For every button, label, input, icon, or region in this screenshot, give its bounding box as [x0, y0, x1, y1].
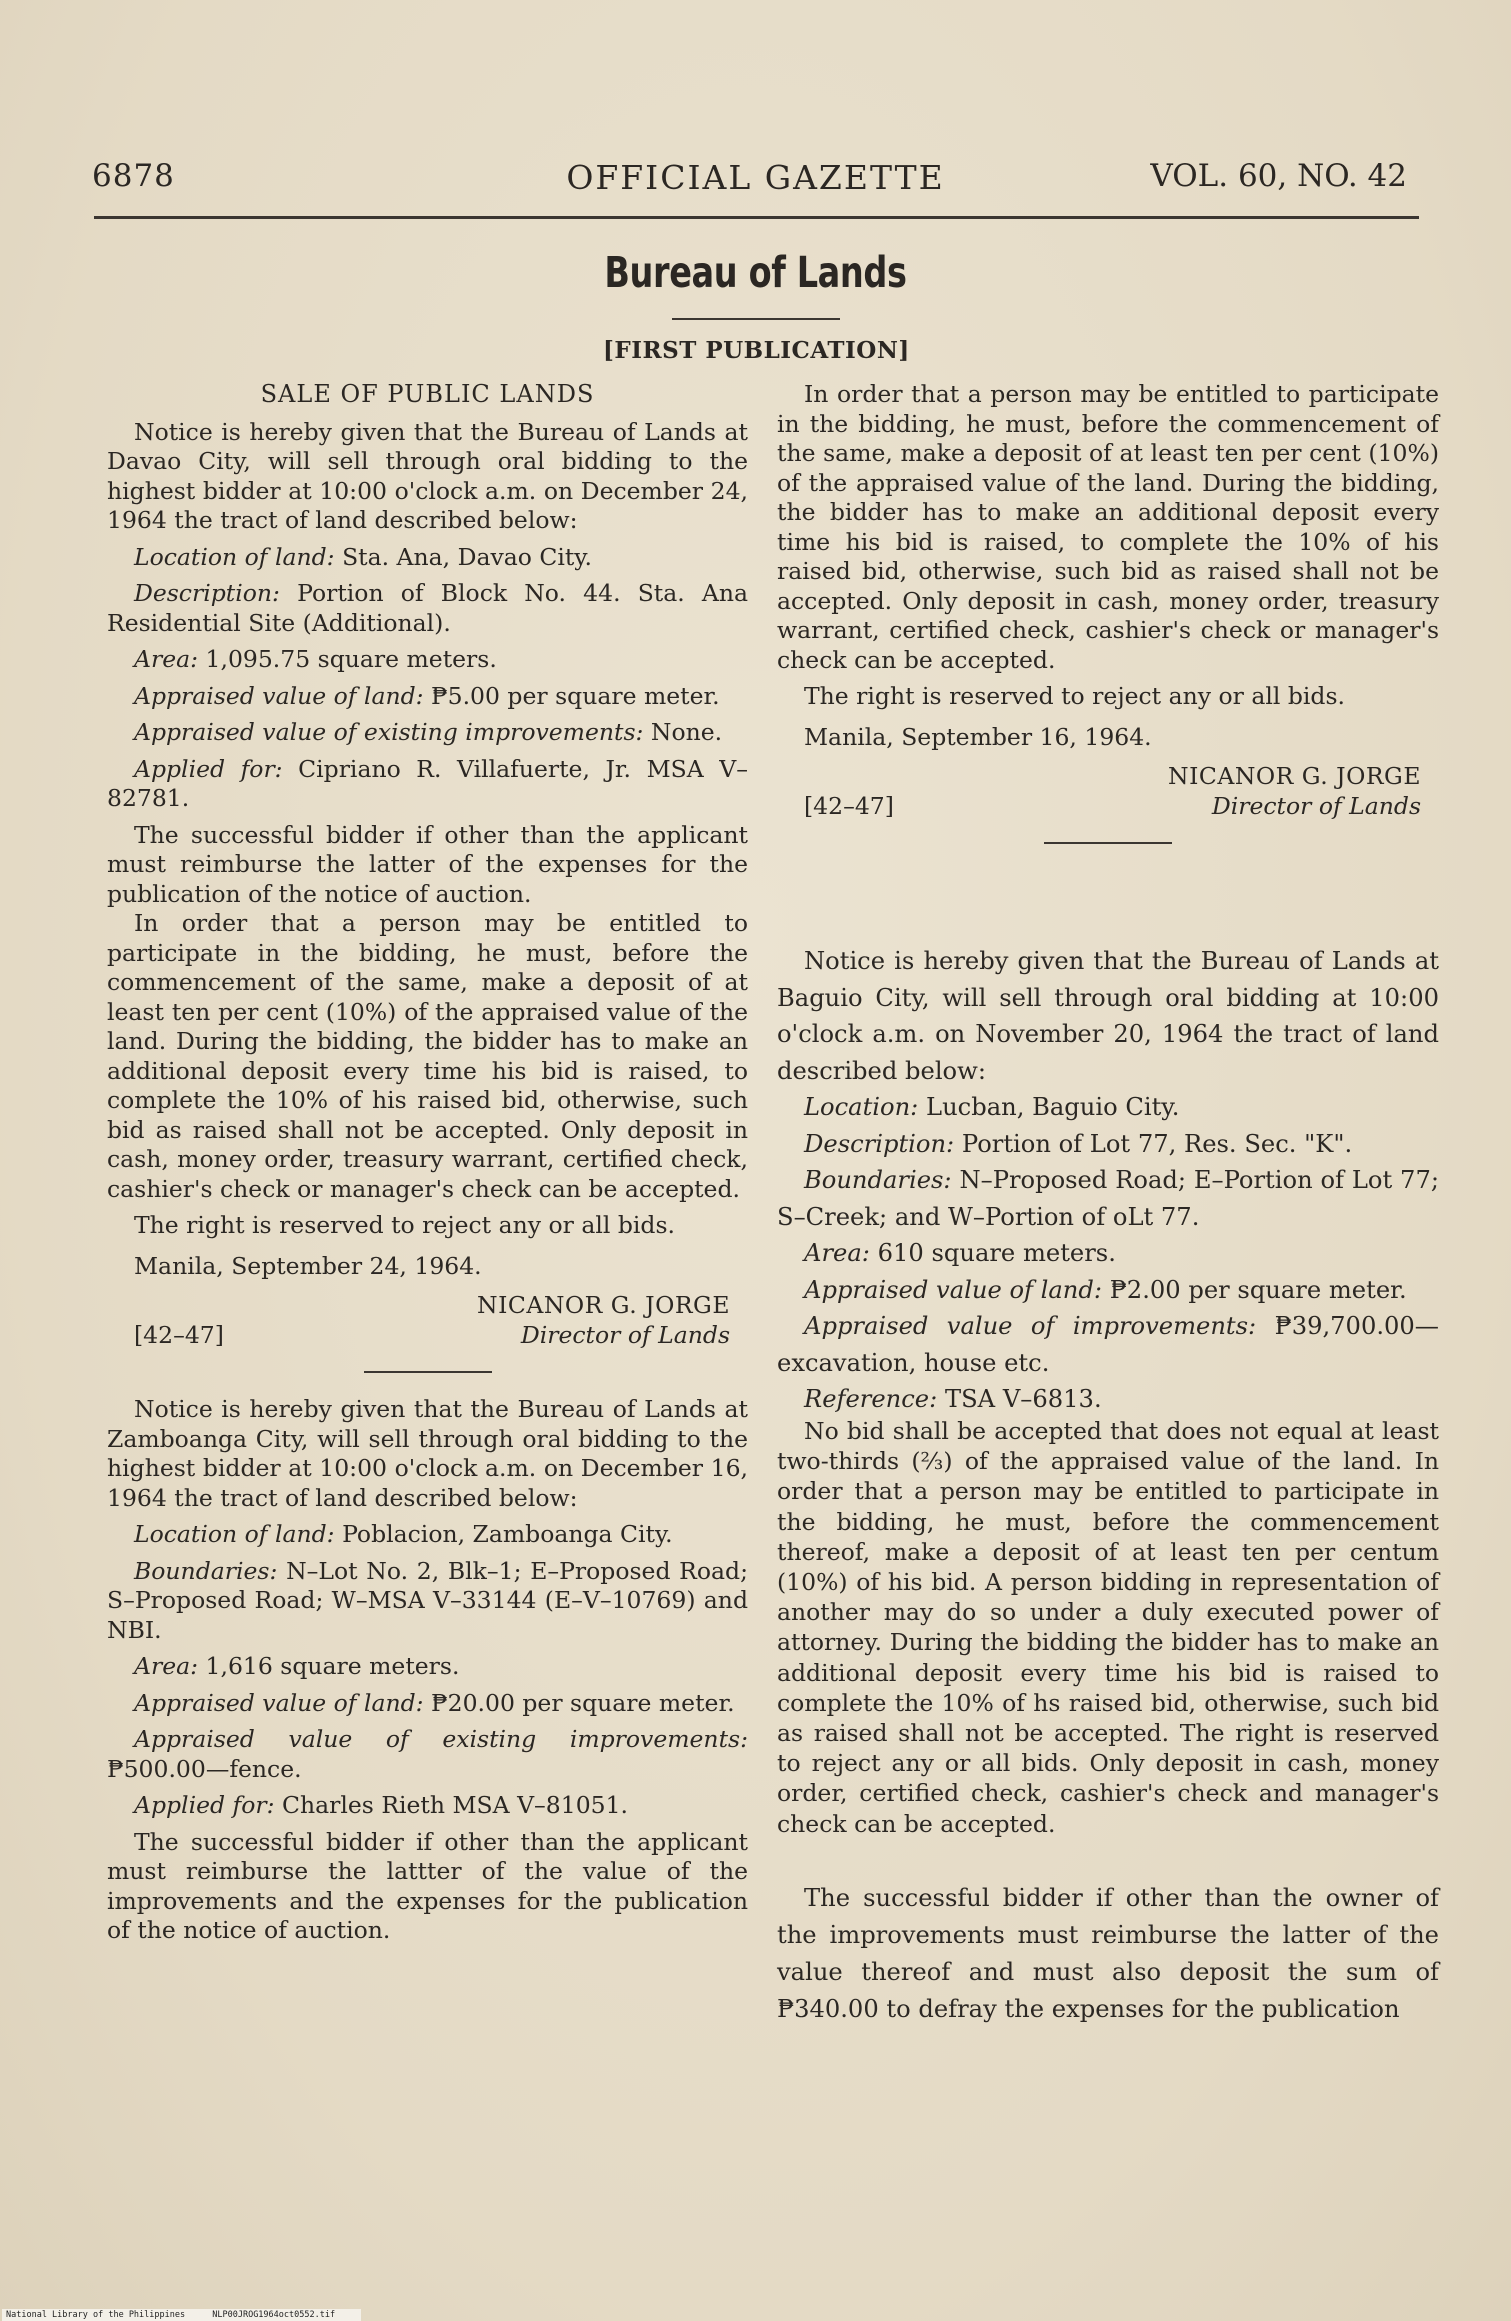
- notice3-location: Location: Lucban, Baguio City.: [804, 1093, 1180, 1121]
- notice2-signatory-role: Director of Lands: [1211, 792, 1421, 820]
- notice2-intro: Notice is hereby given that the Bureau of Lands at Zamboanga City, will sell through oral bidding to the highest bidder at 10:00 o'clock a.m. on December 16, 1964 the tract of land described below:: [107, 1395, 748, 1512]
- notice2-signatory: NICANOR G. JORGE: [1168, 762, 1421, 790]
- notice3-description: Description: Portion of Lot 77, Res. Sec. "K".: [804, 1129, 1353, 1158]
- publication-title: OFFICIAL GAZETTE: [566, 158, 945, 197]
- notice2-date: Manila, September 16, 1964.: [804, 722, 1152, 751]
- notice1-intro: Notice is hereby given that the Bureau of Lands at Davao City, will sell through oral bidding to the highest bidder at 10:00 o'clock a.m. on December 24, 1964 the tract of land described below:: [107, 417, 748, 534]
- notice2-ref: [42–47]: [804, 792, 894, 820]
- notice2-value-land: Appraised value of land: ₱20.00 per square meter.: [134, 1688, 735, 1717]
- notice1-ref: [42–47]: [134, 1321, 224, 1349]
- notice1-location: Location of land: Sta. Ana, Davao City.: [134, 542, 592, 571]
- footer-file: NLP00JROG1964oct0552.tif: [212, 2310, 336, 2320]
- notice3-value-land: Appraised value of land: ₱2.00 per square meter.: [804, 1275, 1407, 1304]
- notice-divider: [364, 1371, 492, 1373]
- notice3-value-improvements: Appraised value of improvements: ₱39,700.00—excavation, house etc.: [777, 1312, 1439, 1377]
- right-column-top: [777, 380, 1439, 866]
- right-column-bid-terms: [777, 1416, 1439, 1839]
- volume-number: VOL. 60, NO. 42: [1150, 158, 1407, 194]
- notice1-description: Description: Portion of Block No. 44. Sta. Ana Residential Site (Additional).: [107, 579, 748, 637]
- notice3-boundaries: Boundaries: N–Proposed Road; E–Portion of Lot 77; S–Creek; and W–Portion of oLt 77.: [777, 1166, 1439, 1231]
- notice1-area: Area: 1,095.75 square meters.: [134, 645, 497, 673]
- notice2-reimburse: The successful bidder if other than the applicant must reimburse the lattter of the value of the improvements and the expenses for the publication of the notice of auction.: [107, 1827, 748, 1944]
- notice1-signatory-role: Director of Lands: [520, 1321, 730, 1349]
- notice2-signature: [777, 762, 1439, 824]
- notice2-applied: Applied for: Charles Rieth MSA V–81051.: [134, 1791, 629, 1819]
- notice2-value-improvements: Appraised value of existing improvements: ₱500.00—fence.: [107, 1725, 748, 1783]
- section-title: Bureau of Lands: [604, 248, 907, 298]
- notice1-applied: Applied for: Cipriano R. Villafuerte, Jr. MSA V–82781.: [107, 754, 748, 812]
- notice1-signature: [107, 1291, 748, 1353]
- notice3-intro: Notice is hereby given that the Bureau of Lands at Baguio City, will sell through oral bidding at 10:00 o'clock a.m. on November 20, 1964 the tract of land described below:: [777, 947, 1439, 1085]
- notice1-right: The right is reserved to reject any or all bids.: [134, 1211, 675, 1239]
- notice2-deposit: In order that a person may be entitled to participate in the bidding, he must, before the commencement of the same, make a deposit of at least ten per cent (10%) of the appraised value of the land. During the bidding, the bidder has to make an additional deposit every time his bid is raised, to complete the 10% of his raised bid, otherwise, such bid as raised shall not be accepted. Only deposit in cash, money order, treasury warrant, certified check, cashier's check or manager's check can be accepted.: [777, 380, 1439, 674]
- notice1-signatory: NICANOR G. JORGE: [477, 1291, 730, 1319]
- notice1-reimburse: The successful bidder if other than the applicant must reimburse the latter of the expenses for the publication of the notice of auction.: [107, 820, 748, 908]
- notice1-deposit: In order that a person may be entitled to participate in the bidding, he must, before the commencement of the same, make a deposit of at least ten per cent (10%) of the appraised value of the land. During the bidding, the bidder has to make an additional deposit every time his bid is raised, to complete the 10% of his raised bid, otherwise, such bid as raised shall not be accepted. Only deposit in cash, money order, treasury warrant, certified check, cashier's check or manager's check can be accepted.: [107, 909, 748, 1203]
- notice3-reference: Reference: TSA V–6813.: [804, 1385, 1102, 1413]
- notice3-reimburse: The successful bidder if other than the owner of the improvements must reimburse the latter of the value thereof and must also deposit the sum of ₱340.00 to defray the expenses for the publication: [777, 1884, 1439, 2023]
- scan-footer: [2, 2309, 361, 2321]
- notice2-location: Location of land: Poblacion, Zamboanga City.: [134, 1520, 673, 1548]
- notice3-bid-terms: No bid shall be accepted that does not equal at least two-thirds (⅔) of the appraised value of the land. In order that a person may be entitled to participate in the bidding, he must, before the commencement thereof, make a deposit of at least ten per centum (10%) of his bid. A person bidding in representation of another may do so under a duly executed power of attorney. During the bidding the bidder has to make an additional deposit every time his bid is raised to complete the 10% of hs raised bid, otherwise, such bid as raised shall not be accepted. The right is reserved to reject any or all bids. Only deposit in cash, money order, certified check, cashier's check and manager's check can be accepted.: [777, 1417, 1439, 1838]
- notice1-date: Manila, September 24, 1964.: [134, 1251, 482, 1280]
- publication-label: [FIRST PUBLICATION]: [603, 337, 910, 364]
- notice2-area: Area: 1,616 square meters.: [134, 1652, 460, 1680]
- notice2-boundaries: Boundaries: N–Lot No. 2, Blk–1; E–Proposed Road; S–Proposed Road; W–MSA V–33144 (E–V–10769) and NBI.: [107, 1556, 748, 1644]
- title-rule: [672, 318, 840, 320]
- footer-library: National Library of the Philippines: [6, 2310, 186, 2320]
- notice3-area: Area: 610 square meters.: [804, 1239, 1116, 1267]
- notice1-value-improvements: Appraised value of existing improvements: None.: [134, 718, 723, 746]
- notice1-heading: SALE OF PUBLIC LANDS: [260, 380, 595, 408]
- left-column: [107, 380, 748, 1946]
- page-number: 6878: [92, 158, 175, 194]
- notice-divider: [1044, 842, 1172, 844]
- header-rule: [94, 216, 1419, 219]
- right-column-reimburse: [777, 1880, 1439, 2028]
- notice1-value-land: Appraised value of land: ₱5.00 per square meter.: [134, 681, 720, 710]
- notice2-right: The right is reserved to reject any or all bids.: [804, 682, 1345, 710]
- page-header: [92, 158, 1419, 198]
- right-column-notice3: [777, 943, 1439, 1418]
